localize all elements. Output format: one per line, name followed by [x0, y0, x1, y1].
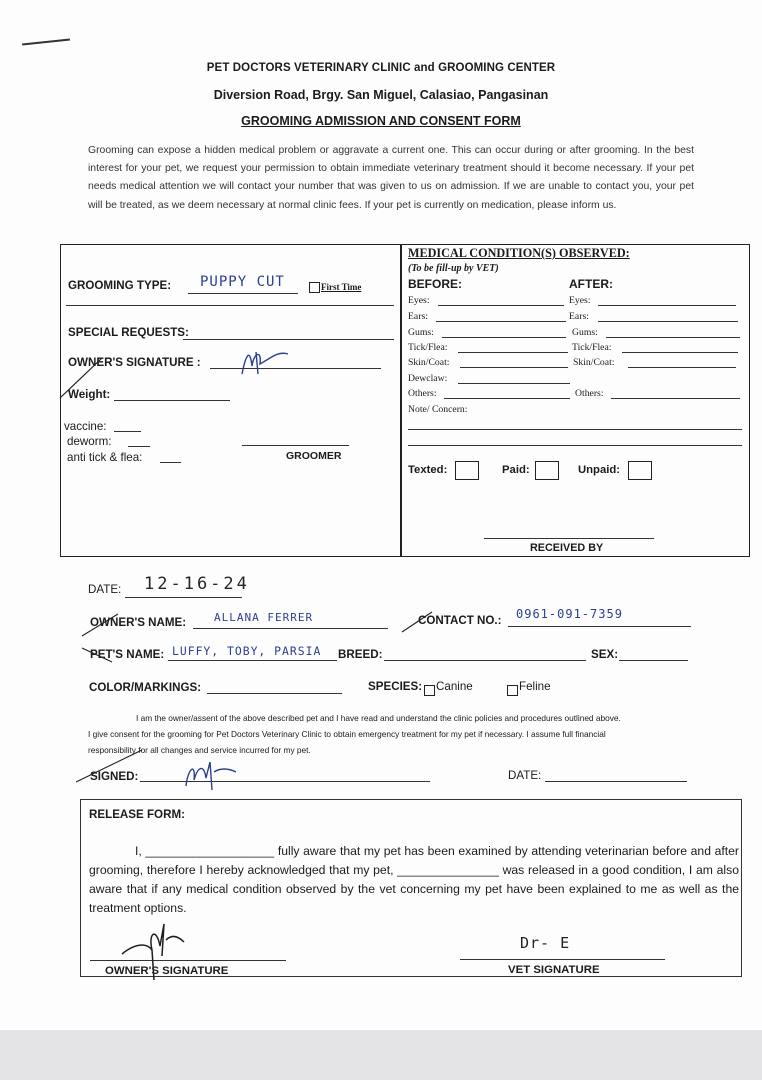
owner-release-signature-label: OWNER'S SIGNATURE — [105, 965, 229, 977]
signed-label: SIGNED: — [90, 770, 139, 783]
pen-stroke-owner — [80, 610, 120, 640]
pet-name-line — [168, 660, 337, 661]
deworm-line[interactable] — [128, 446, 150, 447]
after-label: AFTER: — [569, 277, 613, 291]
consent-statement — [88, 710, 706, 758]
received-by-label: RECEIVED BY — [530, 542, 604, 554]
owner-name-line — [193, 628, 388, 629]
special-requests-label: SPECIAL REQUESTS: — [68, 326, 189, 339]
before-label: BEFORE: — [408, 277, 462, 291]
before-others-label: Others: — [408, 388, 437, 399]
after-eyes-label: Eyes: — [569, 295, 591, 306]
signed-signature-scribble — [180, 756, 240, 796]
grooming-type-line — [188, 293, 298, 294]
vet-signature-line[interactable] — [460, 959, 665, 960]
owner-name-value[interactable]: ALLANA FERRER — [214, 611, 314, 624]
texted-label: Texted: — [408, 464, 448, 476]
before-gums-line[interactable] — [442, 337, 566, 338]
clinic-address: Diversion Road, Brgy. San Miguel, Calasiao, Pangasinan — [213, 88, 549, 102]
weight-line[interactable] — [114, 400, 230, 401]
before-gums-label: Gums: — [408, 327, 434, 338]
before-dewclaw-label: Dewclaw: — [408, 373, 448, 384]
received-by-line[interactable] — [484, 538, 654, 539]
box-divider — [400, 244, 402, 557]
date-line — [125, 597, 242, 598]
after-others-line[interactable] — [611, 398, 740, 399]
release-text: I, ___________________ fully aware that my pet has been examined by attending veterinarian before and after grooming, therefore I hereby acknowledged that my pet, _______________ was released in a good condition, I am also aware that if any medical condition observed by the vet concerning my pet have been explained to me as well as the treatment options. — [89, 844, 739, 915]
owner-name-label: OWNER'S NAME: — [90, 616, 187, 629]
before-others-line[interactable] — [444, 398, 570, 399]
canine-checkbox[interactable] — [424, 682, 435, 700]
contact-line — [508, 626, 691, 627]
pen-stroke-contact — [400, 608, 434, 636]
paid-label: Paid: — [502, 464, 530, 476]
date-value[interactable]: 12-16-24 — [144, 574, 250, 594]
owner-release-signature-scribble — [118, 916, 188, 982]
special-requests-line[interactable] — [183, 339, 394, 340]
sex-line[interactable] — [619, 660, 688, 661]
form-title: GROOMING ADMISSION AND CONSENT FORM — [241, 114, 521, 128]
before-tick-label: Tick/Flea: — [408, 342, 448, 353]
before-tick-line[interactable] — [458, 352, 568, 353]
groomer-line[interactable] — [242, 445, 349, 446]
after-tick-label: Tick/Flea: — [572, 342, 612, 353]
after-ears-line[interactable] — [598, 321, 738, 322]
date2-line[interactable] — [545, 781, 687, 782]
before-eyes-label: Eyes: — [408, 295, 430, 306]
vaccine-label: vaccine: — [64, 420, 107, 433]
paid-checkbox[interactable] — [535, 461, 559, 480]
pen-stroke-pet — [80, 644, 114, 666]
sex-label: SEX: — [591, 648, 619, 661]
after-others-label: Others: — [575, 388, 604, 399]
deworm-label: deworm: — [67, 435, 112, 448]
consent-line-3: responsibility for all changes and service incurred for my pet. — [88, 745, 311, 755]
before-eyes-line[interactable] — [438, 305, 564, 306]
date-label: DATE: — [88, 583, 122, 596]
anti-tick-label: anti tick & flea: — [67, 451, 143, 464]
release-title: RELEASE FORM: — [89, 808, 185, 821]
pet-name-label: PET'S NAME: — [90, 648, 165, 661]
owner-signature-scribble — [236, 344, 292, 380]
medical-title: MEDICAL CONDITION(S) OBSERVED: — [408, 246, 630, 260]
groomer-label: GROOMER — [286, 450, 342, 462]
contact-label: CONTACT NO.: — [418, 614, 502, 627]
contact-value[interactable]: 0961-091-7359 — [516, 607, 623, 621]
unpaid-checkbox[interactable] — [628, 461, 652, 480]
unpaid-label: Unpaid: — [578, 464, 621, 476]
vet-note: (To be fill-up by VET) — [408, 263, 499, 274]
note-line-1[interactable] — [408, 429, 742, 430]
before-ears-label: Ears: — [408, 311, 428, 322]
grooming-type-extra-line — [66, 305, 394, 306]
note-line-2[interactable] — [408, 445, 742, 446]
anti-tick-line[interactable] — [160, 462, 181, 463]
texted-checkbox[interactable] — [455, 461, 479, 480]
breed-line[interactable] — [384, 660, 586, 661]
grooming-type-label: GROOMING TYPE: — [68, 279, 172, 292]
weight-label: Weight: — [68, 388, 111, 401]
after-gums-label: Gums: — [572, 327, 598, 338]
first-time-label: First Time — [321, 282, 362, 292]
vet-signature-label: VET SIGNATURE — [508, 964, 600, 976]
pet-name-value[interactable]: LUFFY, TOBY, PARSIA — [172, 644, 322, 658]
canine-label: Canine — [436, 680, 473, 693]
grooming-type-value[interactable]: PUPPY CUT — [200, 274, 285, 290]
breed-label: BREED: — [338, 648, 383, 661]
before-ears-line[interactable] — [436, 321, 566, 322]
intro-paragraph: Grooming can expose a hidden medical problem or aggravate a current one. This can occur during or after grooming. In the best interest for your pet, we request your permission to obtain immediate veterinary treatment should it become necessary. If your pet needs medical attention we will contact your number that was given to us on admission. If we are unable to contact you, your pet will be treated, as we deem necessary at normal clinic fees. If your pet is currently on medication, please inform us. — [88, 145, 694, 211]
color-markings-line[interactable] — [207, 693, 342, 694]
after-ears-label: Ears: — [569, 311, 589, 322]
color-markings-label: COLOR/MARKINGS: — [89, 681, 202, 694]
species-label: SPECIES: — [368, 680, 423, 693]
clinic-name: PET DOCTORS VETERINARY CLINIC and GROOMING CENTER — [206, 62, 556, 74]
before-skin-label: Skin/Coat: — [408, 357, 450, 368]
feline-checkbox[interactable] — [507, 682, 518, 700]
after-gums-line[interactable] — [606, 337, 740, 338]
vet-handwritten-signature: Dr- E — [520, 934, 571, 952]
owner-signature-label: OWNER'S SIGNATURE : — [68, 356, 201, 369]
before-skin-line[interactable] — [460, 367, 568, 368]
date2-label: DATE: — [508, 769, 542, 782]
first-time-checkbox[interactable] — [309, 279, 320, 297]
after-skin-line[interactable] — [628, 367, 736, 368]
scan-background — [0, 1030, 762, 1080]
after-skin-label: Skin/Coat: — [573, 357, 615, 368]
consent-line-2: I give consent for the grooming for Pet Doctors Veterinary Clinic to obtain emergency treatment for my pet if necessary. I assume full financial — [88, 729, 606, 739]
note-label: Note/ Concern: — [408, 404, 468, 415]
after-tick-line[interactable] — [622, 352, 738, 353]
after-eyes-line[interactable] — [598, 305, 736, 306]
pen-stroke-signed — [74, 746, 144, 786]
consent-line-1: I am the owner/assent of the above described pet and I have read and understand the clinic policies and procedures outlined above. — [136, 713, 621, 723]
vaccine-line[interactable] — [114, 431, 141, 432]
before-dewclaw-line[interactable] — [458, 383, 570, 384]
feline-label: Feline — [519, 680, 551, 693]
